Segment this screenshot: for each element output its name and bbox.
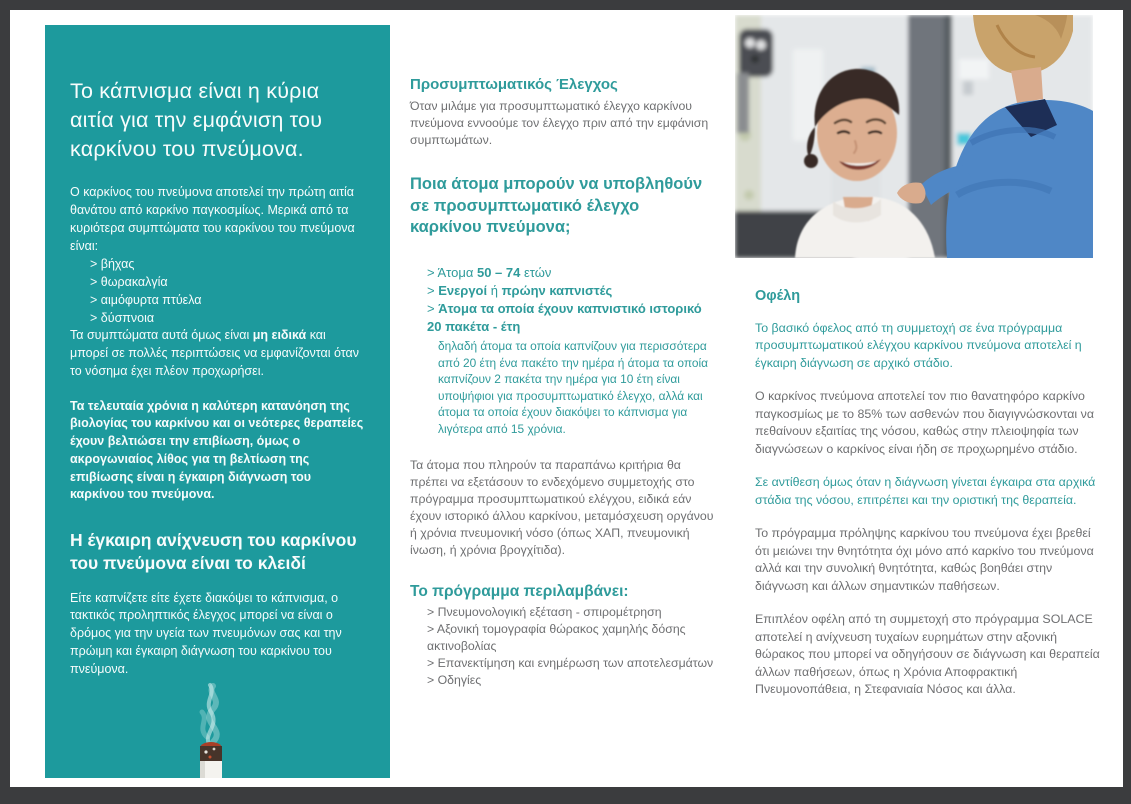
- program-item: > Οδηγίες: [427, 673, 482, 688]
- brochure-page: [10, 10, 1123, 787]
- benefits-p2: Ο καρκίνος πνεύμονα αποτελεί τον πιο θανατηφόρο καρκίνο παγκοσμίως με το 85% των ασθενών που διαγιγνώσκονται να πεθαίνουν εξαιτίας της νόσου, καθώς στην πλειοψηφία των διαγνώσεων ο καρκίνος είναι ήδη σε προχωρημένο στάδιο.: [755, 389, 1094, 456]
- symptoms-list: [90, 256, 366, 327]
- key-heading: Η έγκαιρη ανίχνευση του καρκίνου του πνεύμονα είναι το κλειδί: [70, 530, 357, 573]
- right-panel: [755, 288, 1103, 699]
- symptom-item: > αιμόφυρτα πτύελα: [90, 292, 202, 307]
- symptoms-note: [70, 327, 366, 380]
- symptom-item: > θωρακαλγία: [90, 275, 168, 290]
- eligibility-item: > Άτομα τα οποία έχουν καπνιστικό ιστορικό 20 πακέτα - έτη: [427, 300, 702, 335]
- left-intro: Ο καρκίνος του πνεύμονα αποτελεί την πρώτη αιτία θανάτου από καρκίνο παγκοσμίως. Μερικά από τα κυριότερα συμπτώματα του καρκίνου του πνεύμονα είναι:: [70, 185, 355, 253]
- symptoms-note-post: και μπορεί σε πολλές περιπτώσεις να εμφανίζονται όταν το νόσημα έχει πλέον προχωρήσει.: [70, 328, 360, 378]
- criteria-text: Τα άτομα που πληρούν τα παραπάνω κριτήρια θα πρέπει να εξετάσουν το ενδεχόμενο συμμετοχής στο πρόγραμμα προσυμπτωματικού ελέγχου, ειδικά εάν έχουν ιστορικό άλλου καρκίνου, μεταμόσχευση οργάνου ή χρόνια πνευμονική νόσο (όπως ΧΑΠ, πνευμονική ίνωση, ή χρόνια βρογχίτιδα).: [410, 457, 714, 557]
- program-item: > Επανεκτίμηση και ενημέρωση των αποτελεσμάτων: [427, 656, 714, 671]
- doctor-patient-photo: [735, 15, 1093, 258]
- symptoms-note-pre: Τα συμπτώματα αυτά όμως είναι: [70, 328, 253, 343]
- survival-paragraph: Τα τελευταία χρόνια η καλύτερη κατανόηση της βιολογίας του καρκίνου και οι νεότερες θεραπείες έχουν βελτιώσει την επιβίωση, όμως ο ακρογωνιαίος λίθος για τη βελτίωση της επιβίωσης είναι η έγκαιρη διάγνωση του καρκίνου του πνεύμονα.: [70, 398, 364, 502]
- program-list: [427, 604, 714, 690]
- screening-heading: Προσυμπτωματικός Έλεγχος: [410, 76, 618, 93]
- screening-text: Όταν μιλάμε για προσυμπτωματικό έλεγχο καρκίνου πνεύμονα εννοούμε τον έλεγχο πριν από την εμφάνιση συμπτωμάτων.: [410, 99, 709, 148]
- cigarette-smoke-icon: [202, 685, 217, 746]
- program-item: > Πνευμονολογική εξέταση - σπιρομέτρηση: [427, 604, 662, 619]
- left-panel: [45, 25, 390, 778]
- key-paragraph: Είτε καπνίζετε είτε έχετε διακόψει το κάπνισμα, ο τακτικός προληπτικός έλεγχος μπορεί να είναι ο δρόμος για την υγεία των πνευμόνων σας και την πρώιμη και έγκαιρη διάγνωση του καρκίνου του πνεύμονα.: [70, 590, 342, 676]
- benefits-p5: Επιπλέον οφέλη από τη συμμετοχή στο πρόγραμμα SOLACE αποτελεί η ανίχνευση τυχαίων ευρημάτων στην αξονική θώρακος που μπορεί να οδηγήσουν σε διάγνωση και θεραπεία άλλων παθήσεων, όπως η Χρόνια Αποφρακτική Πνευμονοπάθεια, η Στεφανιαία Νόσος και άλλα.: [755, 612, 1100, 697]
- benefits-p3: Σε αντίθεση όμως όταν η διάγνωση γίνεται έγκαιρα στα αρχικά στάδια της νόσου, επιτρέπει και την οριστική της θεραπεία.: [755, 475, 1096, 507]
- eligibility-item: > Άτομα 50 – 74 ετών: [427, 264, 552, 280]
- photo-scene: [735, 15, 1093, 258]
- middle-panel: [410, 76, 714, 690]
- symptom-item: > βήχας: [90, 257, 135, 272]
- symptoms-note-bold: μη ειδικά: [252, 328, 307, 343]
- eligibility-note: δηλαδή άτομα τα οποία καπνίζουν για περισσότερα από 20 έτη ένα πακέτο την ημέρα ή άτομα τα οποία καπνίζουν 2 πακέτα την ημέρα για 10 έτη είναι υποψήφιοι για προσυμπτωματικό έλεγχο, αλλά και άτομα τα οποία έχουν διακόψει το κάπνισμα για λιγότερα από 15 χρόνια.: [438, 339, 709, 437]
- who-heading: Ποια άτομα μπορούν να υποβληθούν σε προσυμπτωματικό έλεγχο καρκίνου πνεύμονα;: [410, 175, 703, 237]
- benefits-heading: Οφέλη: [755, 288, 801, 304]
- program-item: > Αξονική τομογραφία θώρακος χαμηλής δόσης ακτινοβολίας: [427, 621, 686, 654]
- left-title: Το κάπνισμα είναι η κύρια αιτία για την εμφάνιση του καρκίνου του πνεύμονα.: [70, 79, 323, 161]
- benefits-p4: Το πρόγραμμα πρόληψης καρκίνου του πνεύμονα έχει βρεθεί ότι μειώνει την θνητότητα όχι μόνο από καρκίνο του πνεύμονα αλλά και την συνολική θνητότητα, καθώς βοηθάει στην διάγνωση και άλλων σημαντικών παθήσεων.: [755, 526, 1094, 593]
- program-heading: Το πρόγραμμα περιλαμβάνει:: [410, 583, 629, 601]
- cigarette-icon: [200, 742, 222, 778]
- eligibility-list: [427, 264, 714, 337]
- lungs-cigarette-illustration: [114, 682, 322, 778]
- benefits-p1: Το βασικό όφελος από τη συμμετοχή σε ένα πρόγραμμα προσυμπτωματικού ελέγχου καρκίνου πνεύμονα αποτελεί η έγκαιρη διάγνωση σε αρχικό στάδιο.: [755, 321, 1082, 370]
- eligibility-item: > Ενεργοί ή πρώην καπνιστές: [427, 282, 613, 298]
- symptom-item: > δύσπνοια: [90, 310, 155, 325]
